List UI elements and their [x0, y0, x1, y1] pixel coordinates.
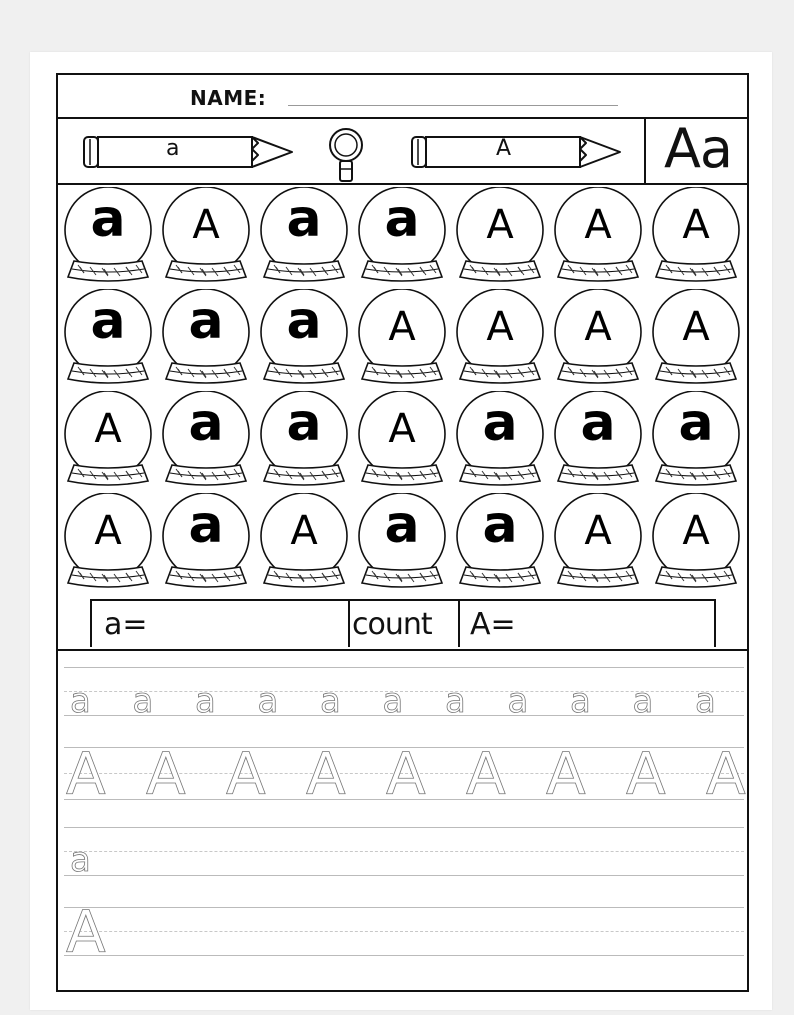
globe-letter: a — [580, 393, 616, 453]
count-middle-label: count — [352, 607, 432, 642]
guide-line — [64, 931, 744, 932]
snow-globe[interactable] — [258, 391, 354, 493]
snow-globe[interactable] — [160, 187, 256, 289]
count-middle-cell — [350, 601, 460, 647]
globe-letter: A — [584, 508, 612, 554]
globe-letter: A — [682, 202, 710, 248]
name-label: NAME: — [190, 86, 267, 110]
pencil-right-letter: A — [496, 136, 512, 161]
big-letters: Aa — [663, 117, 733, 180]
globe-letter: a — [678, 393, 714, 453]
trace-letter-lower: a — [382, 681, 404, 721]
globe-letter: A — [682, 508, 710, 554]
snow-globe[interactable] — [454, 289, 550, 391]
trace-letter-upper: A — [306, 740, 346, 808]
magnifier-icon — [326, 121, 366, 185]
count-box — [90, 599, 716, 647]
count-lower-cell[interactable] — [92, 601, 350, 647]
snow-globe[interactable] — [356, 493, 452, 595]
trace-letter-lower: a — [695, 681, 716, 721]
pencil-icon — [82, 133, 296, 171]
globe-letter: A — [388, 304, 416, 350]
globe-letter: a — [286, 291, 322, 351]
snow-globe-grid — [62, 187, 748, 595]
globe-letter: A — [388, 406, 416, 452]
trace-letter-upper: A — [146, 740, 186, 808]
snow-globe[interactable] — [454, 493, 550, 595]
snow-globe[interactable] — [356, 391, 452, 493]
trace-letter-upper: A — [386, 740, 426, 808]
trace-letter-lower: a — [195, 681, 216, 721]
snow-globe[interactable] — [258, 493, 354, 595]
globe-letter: a — [384, 189, 420, 249]
pencil-icon — [410, 133, 624, 171]
globe-letter: A — [486, 304, 514, 350]
snow-globe[interactable] — [258, 289, 354, 391]
tracing-area — [58, 651, 747, 990]
snow-globe[interactable] — [552, 493, 648, 595]
trace-letter-upper: A — [226, 740, 266, 808]
snow-globe[interactable] — [160, 391, 256, 493]
snow-globe[interactable] — [552, 391, 648, 493]
snow-globe[interactable] — [650, 289, 746, 391]
trace-letter-upper: A — [466, 740, 506, 808]
guide-line — [64, 875, 744, 876]
worksheet-frame — [56, 73, 749, 992]
guide-line — [64, 667, 744, 668]
pencil-left-letter: a — [166, 136, 180, 161]
globe-letter: A — [94, 508, 122, 554]
name-input-line[interactable] — [288, 105, 618, 106]
globe-letter: A — [682, 304, 710, 350]
trace-letter-lower: a — [70, 681, 91, 721]
globe-letter: A — [290, 508, 318, 554]
snow-globe[interactable] — [62, 391, 158, 493]
snow-globe[interactable] — [650, 391, 746, 493]
globe-letter: a — [90, 189, 126, 249]
snow-globe[interactable] — [356, 187, 452, 289]
trace-letter-upper: A — [66, 740, 106, 808]
trace-letter-lower: a — [445, 681, 466, 721]
snow-globe[interactable] — [62, 289, 158, 391]
snow-globe[interactable] — [62, 187, 158, 289]
snow-globe[interactable] — [258, 187, 354, 289]
trace-letter-lower: a — [132, 681, 154, 721]
trace-letter-lower: a — [507, 681, 529, 721]
globe-letter: a — [384, 495, 420, 555]
trace-letter-lower: a — [257, 681, 279, 721]
guide-line — [64, 851, 744, 852]
snow-globe[interactable] — [454, 391, 550, 493]
globe-letter: A — [486, 202, 514, 248]
globe-letter: a — [286, 393, 322, 453]
snow-globe[interactable] — [552, 187, 648, 289]
globe-letter: a — [482, 495, 518, 555]
globe-letter: a — [188, 291, 224, 351]
trace-letter-upper: A — [546, 740, 586, 808]
globe-letter: a — [482, 393, 518, 453]
globe-letter: A — [584, 304, 612, 350]
snow-globe[interactable] — [160, 289, 256, 391]
globe-letter: A — [94, 406, 122, 452]
snow-globe[interactable] — [160, 493, 256, 595]
guide-line — [64, 827, 744, 828]
snow-globe[interactable] — [552, 289, 648, 391]
header-divider — [644, 119, 646, 183]
snow-globe[interactable] — [454, 187, 550, 289]
trace-letter-upper: A — [626, 740, 666, 808]
snow-globe[interactable] — [62, 493, 158, 595]
globe-letter: a — [286, 189, 322, 249]
snow-globe[interactable] — [356, 289, 452, 391]
count-upper-cell[interactable] — [460, 601, 714, 647]
snow-globe[interactable] — [650, 493, 746, 595]
count-lower-label: a= — [104, 607, 148, 642]
trace-letter-upper: A — [706, 740, 746, 808]
globe-letter: A — [584, 202, 612, 248]
snow-globe[interactable] — [650, 187, 746, 289]
count-upper-label: A= — [470, 607, 516, 642]
guide-line — [64, 955, 744, 956]
name-row — [58, 75, 747, 119]
guide-line — [64, 907, 744, 908]
globe-letter: a — [90, 291, 126, 351]
globe-letter: a — [188, 393, 224, 453]
trace-letter-lower: a — [320, 681, 341, 721]
practice-lower-letter: a — [70, 840, 91, 880]
trace-letter-lower: a — [570, 681, 591, 721]
globe-letter: A — [192, 202, 220, 248]
practice-upper-letter: A — [66, 898, 106, 966]
header-row — [58, 119, 747, 185]
trace-letter-lower: a — [632, 681, 654, 721]
globe-letter: a — [188, 495, 224, 555]
